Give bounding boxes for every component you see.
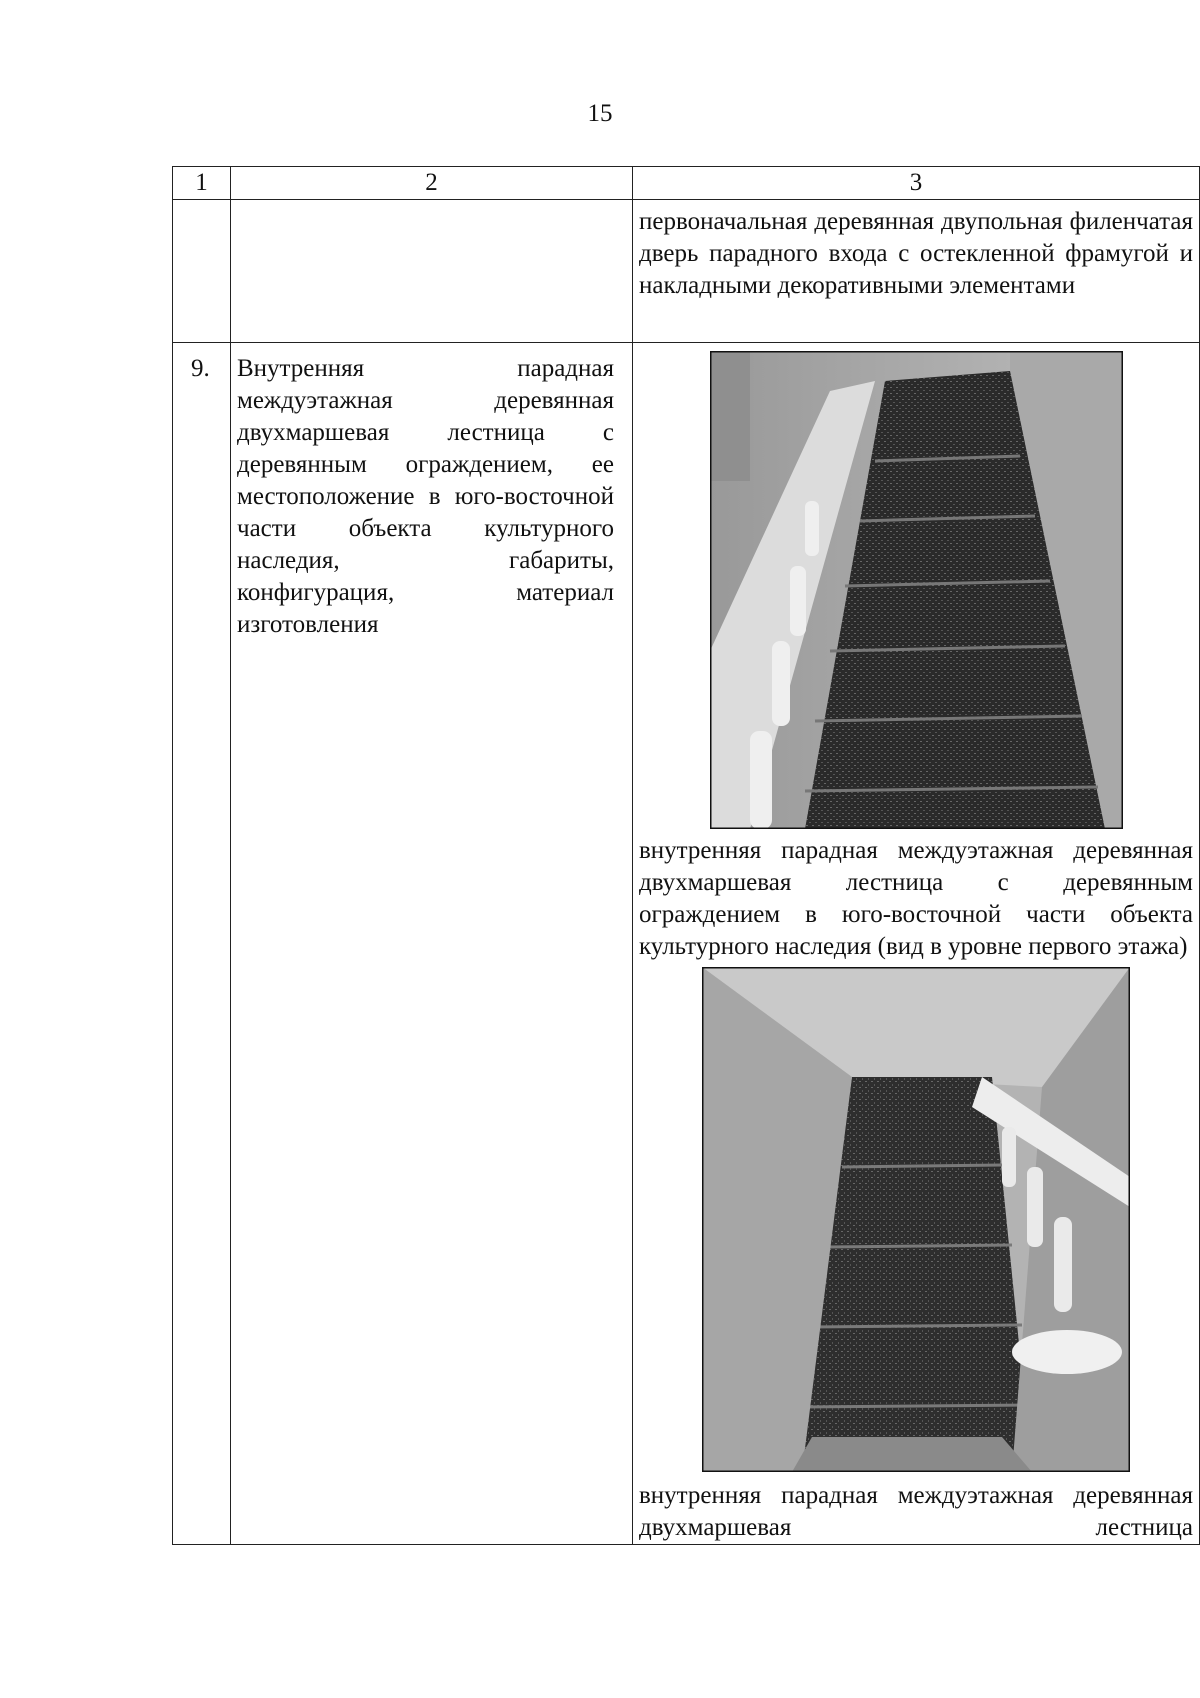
table-row-9 xyxy=(173,343,1200,1545)
photos-cell xyxy=(633,343,1200,1545)
cell-empty-1 xyxy=(173,200,231,343)
monument-features-table xyxy=(172,166,1200,1545)
header-col-1: 1 xyxy=(173,167,231,200)
table-row-continuation xyxy=(173,200,1200,343)
staircase-description: Внутренняя парадная междуэтажная деревянная двухмаршевая лестница с деревянным ограждением, ее местоположение в юго-восточной части объекта культурного наследия, габариты, конфигурация, материал изготовления xyxy=(231,343,633,1545)
header-col-3: 3 xyxy=(633,167,1200,200)
staircase-photo-first-floor xyxy=(710,351,1123,829)
table-header-row xyxy=(173,167,1200,200)
staircase-photo-second-view xyxy=(702,967,1130,1472)
page-number: 15 xyxy=(587,100,613,127)
photo2-caption: внутренняя парадная междуэтажная деревянная двухмаршевая лестница xyxy=(639,1482,1193,1541)
cell-empty-2 xyxy=(231,200,633,343)
door-description: первоначальная деревянная двупольная филенчатая дверь парадного входа с остекленной фрамугой и накладными декоративными элементами xyxy=(633,200,1200,343)
photo1-caption: внутренняя парадная междуэтажная деревянная двухмаршевая лестница с деревянным ограждением в юго-восточной части объекта культурного наследия (вид в уровне первого этажа) xyxy=(639,837,1193,960)
header-col-2: 2 xyxy=(231,167,633,200)
row-number: 9. xyxy=(173,343,231,1545)
